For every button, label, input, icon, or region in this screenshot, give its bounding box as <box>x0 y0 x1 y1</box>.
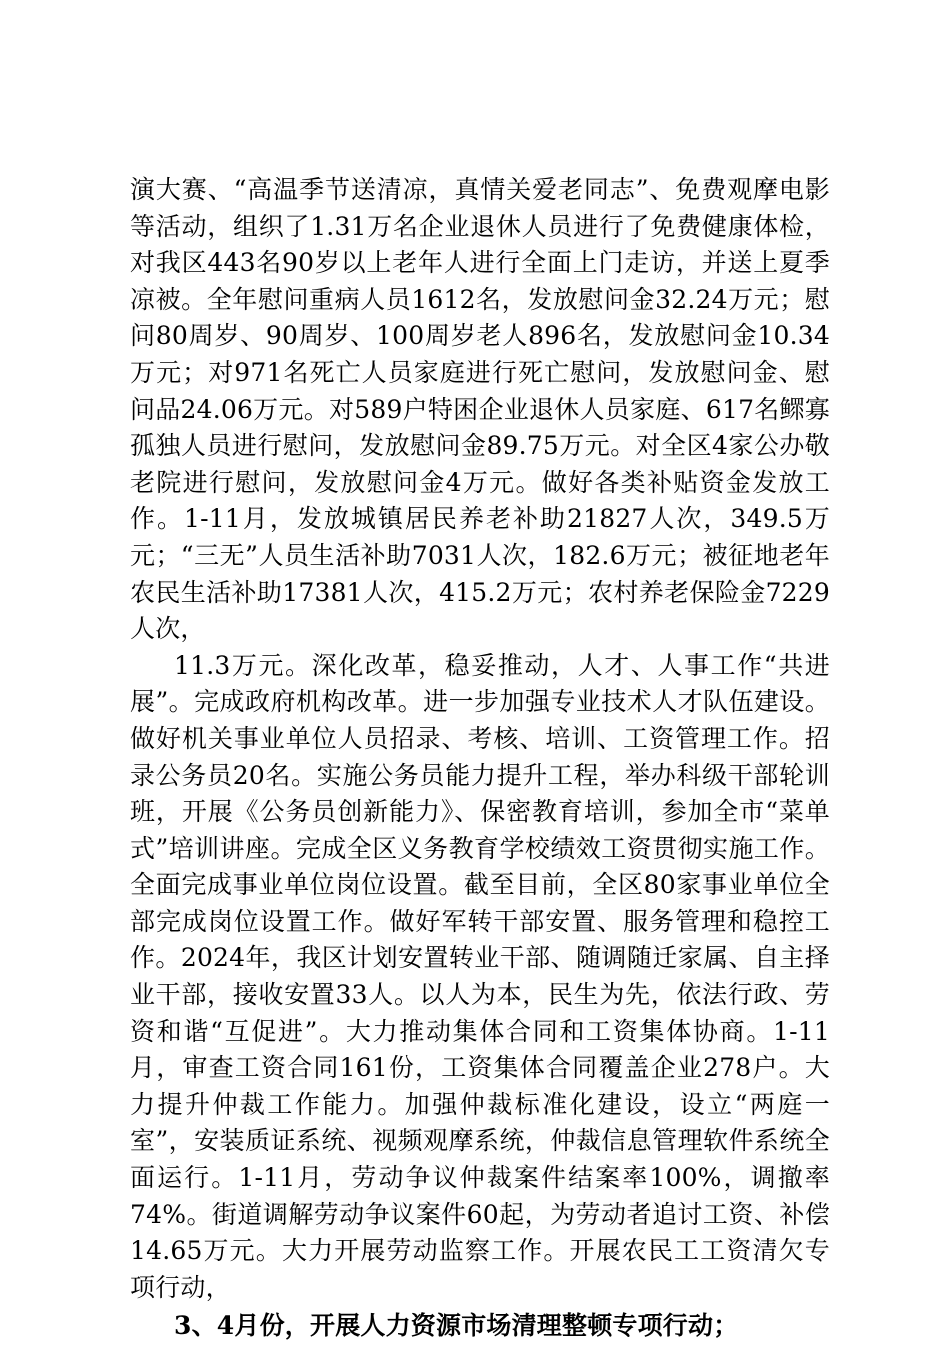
document-body <box>130 172 830 1345</box>
paragraph-1: 演大赛、“高温季节送清凉，真情关爱老同志”、免费观摩电影等活动，组织了1.31万名企业退休人员进行了免费健康体检，对我区443名90岁以上老年人进行全面上门走访，并送上夏季凉被。全年慰问重病人员1612名，发放慰问金32.24万元；慰问80周岁、90周岁、100周岁老人896名，发放慰问金10.34万元；对971名死亡人员家庭进行死亡慰问，发放慰问金、慰问品24.06万元。对589户特困企业退休人员家庭、617名鳏寡孤独人员进行慰问，发放慰问金89.75万元。对全区4家公办敬老院进行慰问，发放慰问金4万元。做好各类补贴资金发放工作。1-11月，发放城镇居民养老补助21827人次，349.5万元；“三无”人员生活补助7031人次，182.6万元；被征地老年农民生活补助17381人次，415.2万元；农村养老保险金7229人次， <box>130 175 830 644</box>
paragraph-2: 11.3万元。深化改革，稳妥推动，人才、人事工作“共进展”。完成政府机构改革。进一步加强专业技术人才队伍建设。做好机关事业单位人员招录、考核、培训、工资管理工作。招录公务员20名。实施公务员能力提升工程，举办科级干部轮训班，开展《公务员创新能力》、保密教育培训，参加全市“菜单式”培训讲座。完成全区义务教育学校绩效工资贯彻实施工作。全面完成事业单位岗位设置。截至目前，全区80家事业单位全部完成岗位设置工作。做好军转干部安置、服务管理和稳控工作。2024年，我区计划安置转业干部、随调随迁家属、自主择业干部，接收安置33人。以人为本，民生为先，依法行政、劳资和谐“互促进”。大力推动集体合同和工资集体协商。1-11月，审查工资合同161份，工资集体合同覆盖企业278户。大力提升仲裁工作能力。加强仲裁标准化建设，设立“两庭一室”，安装质证系统、视频观摩系统，仲裁信息管理软件系统全面运行。1-11月，劳动争议仲裁案件结案率100%，调撤率74%。街道调解劳动争议案件60起，为劳动者追讨工资、补偿14.65万元。大力开展劳动监察工作。开展农民工工资清欠专项行动， <box>130 650 830 1302</box>
section-heading: 3、4月份，开展人力资源市场清理整顿专项行动； <box>174 1311 739 1341</box>
